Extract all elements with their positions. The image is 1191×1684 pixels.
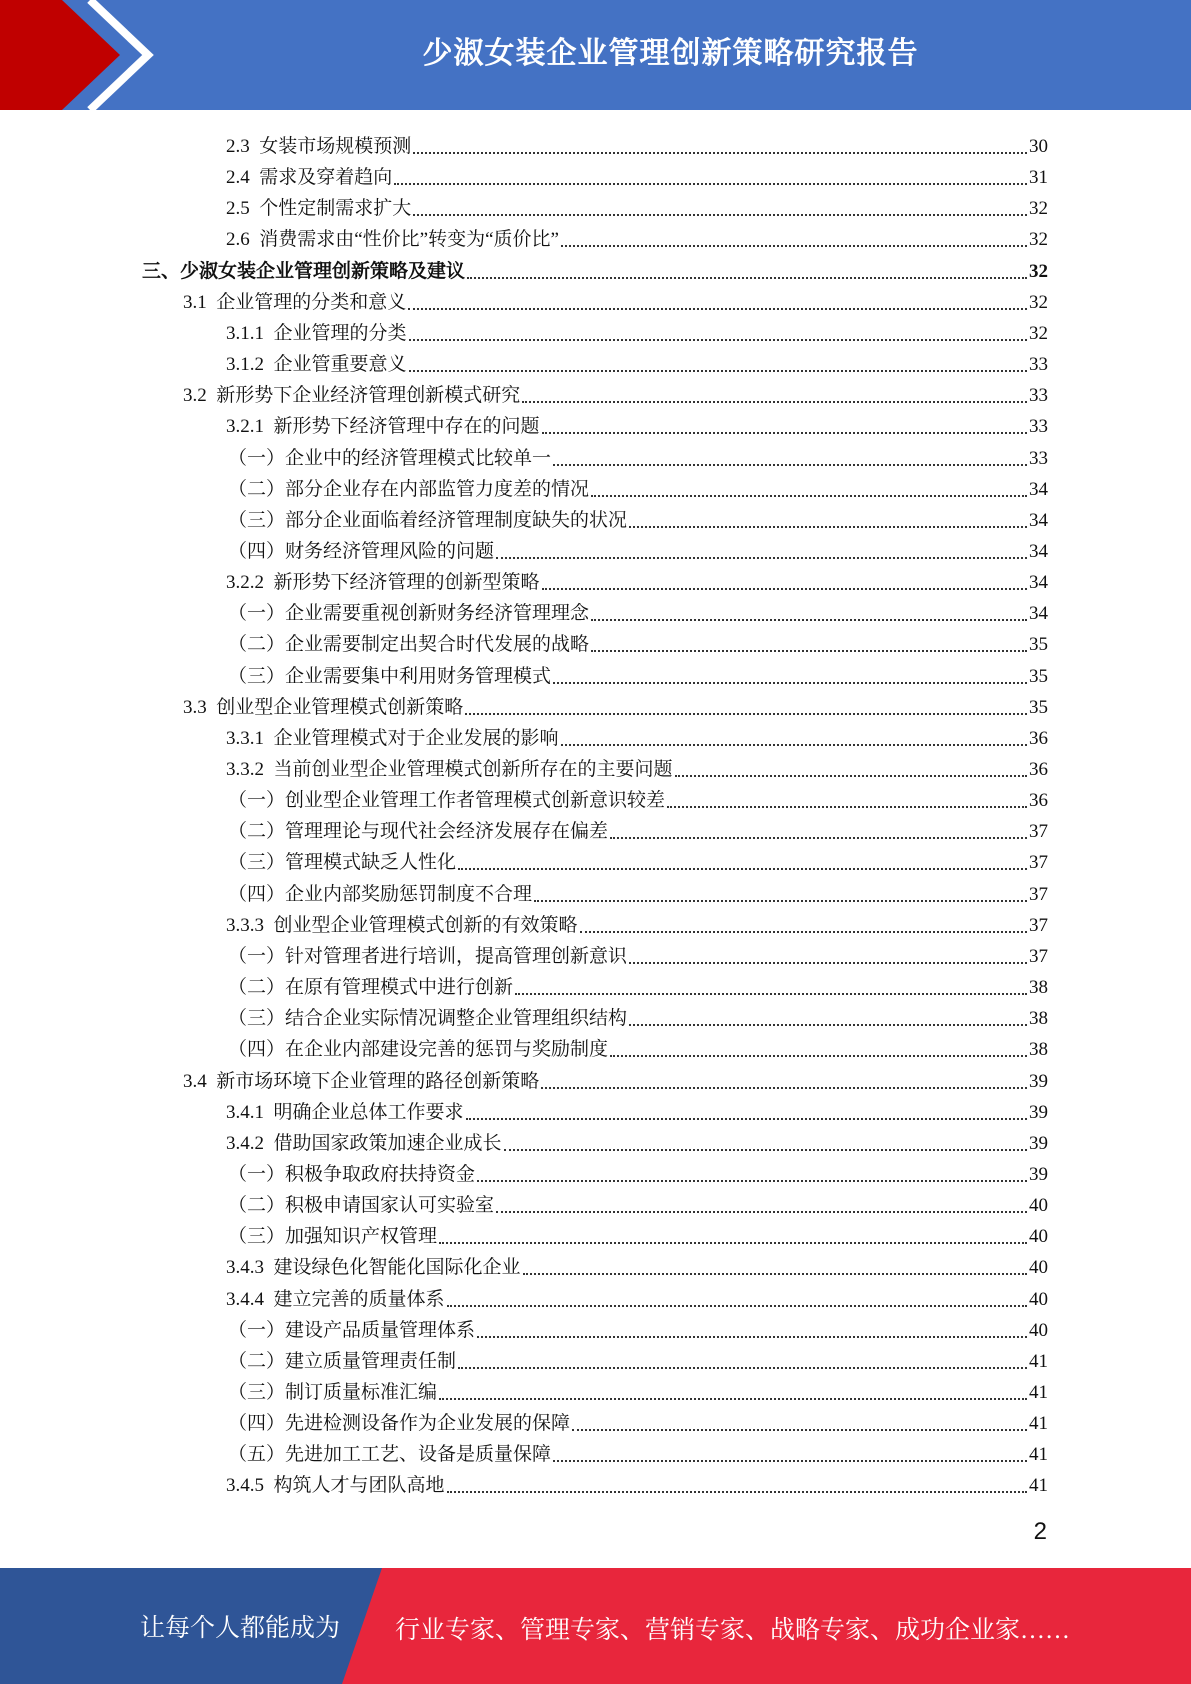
toc-entry-page: 35: [1029, 665, 1048, 687]
toc-entry-title: （三）结合企业实际情况调整企业管理组织结构: [228, 1008, 628, 1030]
toc-entry-title: 3.1 企业管理的分类和意义: [183, 291, 407, 313]
toc-entry[interactable]: [228, 813, 1048, 844]
toc-dot-leader: [447, 1491, 1027, 1493]
toc-entry-title: 3.4.4 建立完善的质量体系: [226, 1288, 445, 1310]
toc-entry[interactable]: [226, 346, 1048, 377]
toc-entry-page: 32: [1029, 291, 1048, 313]
toc-dot-leader: [413, 152, 1027, 154]
toc-dot-leader: [408, 308, 1027, 310]
toc-dot-leader: [409, 339, 1027, 341]
toc-dot-leader: [542, 432, 1027, 434]
toc-entry[interactable]: [226, 751, 1048, 782]
toc-dot-leader: [447, 1305, 1027, 1307]
toc-entry-page: 32: [1029, 322, 1048, 344]
toc-entry-page: 41: [1029, 1350, 1048, 1372]
toc-dot-leader: [561, 744, 1027, 746]
toc-entry-page: 33: [1029, 354, 1048, 376]
toc-dot-leader: [591, 650, 1027, 652]
toc-entry[interactable]: [142, 253, 1048, 284]
toc-entry-title: 3.3.3 创业型企业管理模式创新的有效策略: [226, 914, 578, 936]
toc-entry-page: 40: [1029, 1226, 1048, 1248]
toc-entry-page: 31: [1029, 167, 1048, 189]
toc-entry-title: （一）创业型企业管理工作者管理模式创新意识较差: [228, 790, 666, 812]
toc-entry-title: 3.4.3 建设绿色化智能化国际化企业: [226, 1257, 521, 1279]
toc-dot-leader: [496, 1211, 1027, 1213]
toc-entry-page: 39: [1029, 1070, 1048, 1092]
toc-entry[interactable]: [183, 1063, 1048, 1094]
toc-entry-page: 33: [1029, 447, 1048, 469]
toc-dot-leader: [629, 1024, 1027, 1026]
toc-entry-title: （一）针对管理者进行培训，提高管理创新意识: [228, 945, 628, 967]
header-bar: [0, 0, 1191, 110]
toc-entry-page: 38: [1029, 1008, 1048, 1030]
toc-dot-leader: [610, 837, 1027, 839]
toc-dot-leader: [458, 1367, 1027, 1369]
toc-entry[interactable]: [228, 1405, 1048, 1436]
toc-entry-title: （一）企业中的经济管理模式比较单一: [228, 447, 552, 469]
document-title: 少淑女装企业管理创新策略研究报告: [422, 36, 919, 71]
toc-dot-leader: [496, 557, 1027, 559]
toc-entry-page: 32: [1029, 198, 1048, 220]
toc-entry-title: 3.2.1 新形势下经济管理中存在的问题: [226, 416, 540, 438]
toc-dot-leader: [515, 993, 1027, 995]
toc-entry-title: （二）积极申请国家认可实验室: [228, 1195, 495, 1217]
toc-entry[interactable]: [228, 1156, 1048, 1187]
toc-dot-leader: [675, 775, 1027, 777]
toc-entry-title: （二）企业需要制定出契合时代发展的战略: [228, 634, 590, 656]
toc-entry[interactable]: [228, 440, 1048, 471]
toc-entry-title: （四）企业内部奖励惩罚制度不合理: [228, 883, 533, 905]
toc-entry-title: 3.3 创业型企业管理模式创新策略: [183, 696, 464, 718]
page-number: 2: [1033, 1518, 1047, 1545]
toc-entry-page: 37: [1029, 821, 1048, 843]
toc-dot-leader: [580, 931, 1027, 933]
toc-entry[interactable]: [183, 377, 1048, 408]
toc-entry[interactable]: [226, 1125, 1048, 1156]
toc-entry[interactable]: [228, 782, 1048, 813]
toc-entry-title: 2.4 需求及穿着趋向: [226, 167, 393, 189]
toc-entry-title: 3.3.1 企业管理模式对于企业发展的影响: [226, 727, 559, 749]
toc-entry-page: 34: [1029, 572, 1048, 594]
toc-entry[interactable]: [226, 159, 1048, 190]
toc-dot-leader: [504, 1149, 1027, 1151]
toc-entry-page: 37: [1029, 883, 1048, 905]
toc-dot-leader: [466, 1118, 1027, 1120]
toc-entry-page: 32: [1029, 229, 1048, 251]
toc-entry-title: 3.2.2 新形势下经济管理的创新型策略: [226, 572, 540, 594]
toc-entry-page: 34: [1029, 603, 1048, 625]
toc-entry[interactable]: [228, 876, 1048, 907]
toc-entry-page: 39: [1029, 1101, 1048, 1123]
toc-entry-title: 3.4.1 明确企业总体工作要求: [226, 1101, 464, 1123]
toc-entry[interactable]: [228, 1343, 1048, 1374]
toc-entry[interactable]: [228, 969, 1048, 1000]
toc-entry[interactable]: [226, 1094, 1048, 1125]
toc-entry-page: 36: [1029, 790, 1048, 812]
toc-dot-leader: [610, 1055, 1027, 1057]
toc-entry-page: 35: [1029, 634, 1048, 656]
toc-dot-leader: [553, 1460, 1027, 1462]
toc-dot-leader: [465, 713, 1027, 715]
toc-entry-page: 34: [1029, 478, 1048, 500]
toc-dot-leader: [591, 619, 1027, 621]
toc-entry-title: 3.2 新形势下企业经济管理创新模式研究: [183, 385, 521, 407]
toc-dot-leader: [553, 682, 1027, 684]
toc-entry[interactable]: [228, 658, 1048, 689]
toc-entry[interactable]: [228, 1218, 1048, 1249]
toc-entry[interactable]: [226, 190, 1048, 221]
toc-entry[interactable]: [226, 408, 1048, 439]
toc-entry-page: 34: [1029, 509, 1048, 531]
toc-entry-title: （三）企业需要集中利用财务管理模式: [228, 665, 552, 687]
toc-dot-leader: [523, 1273, 1027, 1275]
toc-dot-leader: [413, 214, 1027, 216]
toc-entry[interactable]: [226, 907, 1048, 938]
toc-dot-leader: [477, 1180, 1027, 1182]
toc-entry-page: 37: [1029, 945, 1048, 967]
toc-entry-title: （二）在原有管理模式中进行创新: [228, 977, 514, 999]
toc-entry[interactable]: [226, 720, 1048, 751]
toc-entry-page: 33: [1029, 385, 1048, 407]
toc-entry[interactable]: [226, 1249, 1048, 1280]
toc-dot-leader: [522, 401, 1027, 403]
toc-entry-title: （二）建立质量管理责任制: [228, 1350, 457, 1372]
toc-entry[interactable]: [228, 471, 1048, 502]
toc-entry-page: 40: [1029, 1257, 1048, 1279]
toc-dot-leader: [409, 370, 1027, 372]
toc-entry-page: 37: [1029, 852, 1048, 874]
toc-entry-title: （二）管理理论与现代社会经济发展存在偏差: [228, 821, 609, 843]
toc-entry-page: 38: [1029, 1039, 1048, 1061]
toc-entry[interactable]: [226, 221, 1048, 252]
toc-entry-title: （一）积极争取政府扶持资金: [228, 1163, 476, 1185]
toc-dot-leader: [629, 962, 1027, 964]
toc-entry[interactable]: [228, 1187, 1048, 1218]
toc-entry-title: （一）建设产品质量管理体系: [228, 1319, 476, 1341]
toc-entry-title: 3.1.2 企业管重要意义: [226, 354, 407, 376]
toc-entry-page: 41: [1029, 1444, 1048, 1466]
toc-entry-title: 3.1.1 企业管理的分类: [226, 322, 407, 344]
toc-dot-leader: [591, 495, 1027, 497]
toc-entry[interactable]: [228, 1000, 1048, 1031]
toc-entry-page: 33: [1029, 416, 1048, 438]
toc-dot-leader: [534, 900, 1027, 902]
toc-entry-page: 36: [1029, 759, 1048, 780]
toc-entry-page: 39: [1029, 1132, 1048, 1154]
toc-entry-title: （三）制订质量标准汇编: [228, 1382, 438, 1403]
toc-entry-title: （四）在企业内部建设完善的惩罚与奖励制度: [228, 1039, 609, 1061]
toc-entry[interactable]: [228, 844, 1048, 875]
toc-entry-title: （二）部分企业存在内部监管力度差的情况: [228, 478, 590, 500]
toc-entry-title: 3.4 新市场环境下企业管理的路径创新策略: [183, 1070, 540, 1092]
toc-entry-page: 39: [1029, 1163, 1048, 1185]
toc-entry[interactable]: [228, 938, 1048, 969]
toc-dot-leader: [394, 183, 1027, 185]
toc-entry-title: （一）企业需要重视创新财务经济管理理念: [228, 603, 590, 625]
toc-entry-title: 2.5 个性定制需求扩大: [226, 198, 412, 220]
toc-dot-leader: [542, 588, 1027, 590]
toc-entry-title: （三）加强知识产权管理: [228, 1226, 438, 1248]
toc-entry[interactable]: [226, 315, 1048, 346]
toc-entry-page: 41: [1029, 1382, 1048, 1403]
toc-entry-page: 41: [1029, 1413, 1048, 1435]
footer-slogan-right: 行业专家、管理专家、营销专家、战略专家、成功企业家……: [395, 1617, 1071, 1644]
toc-entry-title: （五）先进加工工艺、设备是质量保障: [228, 1444, 552, 1466]
toc-dot-leader: [553, 464, 1027, 466]
toc-entry-page: 36: [1029, 727, 1048, 749]
toc-dot-leader: [439, 1398, 1027, 1400]
toc-entry[interactable]: [226, 564, 1048, 595]
toc-entry-title: 3.4.5 构筑人才与团队高地: [226, 1475, 445, 1497]
toc-entry-page: 41: [1029, 1475, 1048, 1497]
footer-banner: [0, 1568, 1191, 1684]
toc-dot-leader: [439, 1242, 1027, 1244]
toc-entry-page: 38: [1029, 977, 1048, 999]
toc-dot-leader: [541, 1087, 1027, 1089]
toc-dot-leader: [458, 868, 1027, 870]
toc-dot-leader: [477, 1336, 1027, 1338]
toc-entry-page: 40: [1029, 1288, 1048, 1310]
toc-entry[interactable]: [226, 1467, 1048, 1498]
toc-entry-title: （四）财务经济管理风险的问题: [228, 540, 495, 562]
toc-entry[interactable]: [228, 502, 1048, 533]
toc-entry[interactable]: [228, 1374, 1048, 1405]
toc-entry[interactable]: [183, 284, 1048, 315]
toc-dot-leader: [667, 806, 1027, 808]
toc-entry[interactable]: [226, 128, 1048, 159]
toc-entry[interactable]: [228, 595, 1048, 626]
toc-dot-leader: [561, 245, 1027, 247]
toc-entry[interactable]: [226, 1281, 1048, 1312]
toc-entry-page: 37: [1029, 914, 1048, 936]
toc-entry-title: （三）部分企业面临着经济管理制度缺失的状况: [228, 509, 628, 531]
toc-entry-title: 3.3.2 当前创业型企业管理模式创新所存在的主要问题: [226, 759, 673, 780]
toc-entry[interactable]: [228, 1031, 1048, 1062]
toc-dot-leader: [572, 1429, 1027, 1431]
toc-entry-title: 2.6 消费需求由“性价比”转变为“质价比”: [226, 229, 559, 251]
toc-entry-page: 32: [1029, 260, 1048, 282]
toc-entry[interactable]: [228, 1312, 1048, 1343]
toc-dot-leader: [629, 526, 1027, 528]
toc-entry-page: 40: [1029, 1195, 1048, 1217]
toc-entry-page: 30: [1029, 136, 1048, 157]
toc-entry[interactable]: [228, 533, 1048, 564]
toc-entry-title: （三）管理模式缺乏人性化: [228, 852, 457, 874]
toc-entry-title: 3.4.2 借助国家政策加速企业成长: [226, 1132, 502, 1154]
toc-entry-title: （四）先进检测设备作为企业发展的保障: [228, 1413, 571, 1435]
toc-entry-page: 40: [1029, 1319, 1048, 1341]
toc-entry-page: 35: [1029, 696, 1048, 718]
toc-entry-page: 34: [1029, 540, 1048, 562]
toc-entry-title: 2.3 女装市场规模预测: [226, 136, 412, 157]
toc-entry-title: 三、少淑女装企业管理创新策略及建议: [142, 260, 466, 282]
toc-entry[interactable]: [228, 1436, 1048, 1467]
toc-entry[interactable]: [228, 626, 1048, 657]
toc-entry[interactable]: [183, 689, 1048, 720]
footer-slogan-left: 让每个人都能成为: [140, 1615, 341, 1642]
toc-dot-leader: [467, 277, 1027, 279]
